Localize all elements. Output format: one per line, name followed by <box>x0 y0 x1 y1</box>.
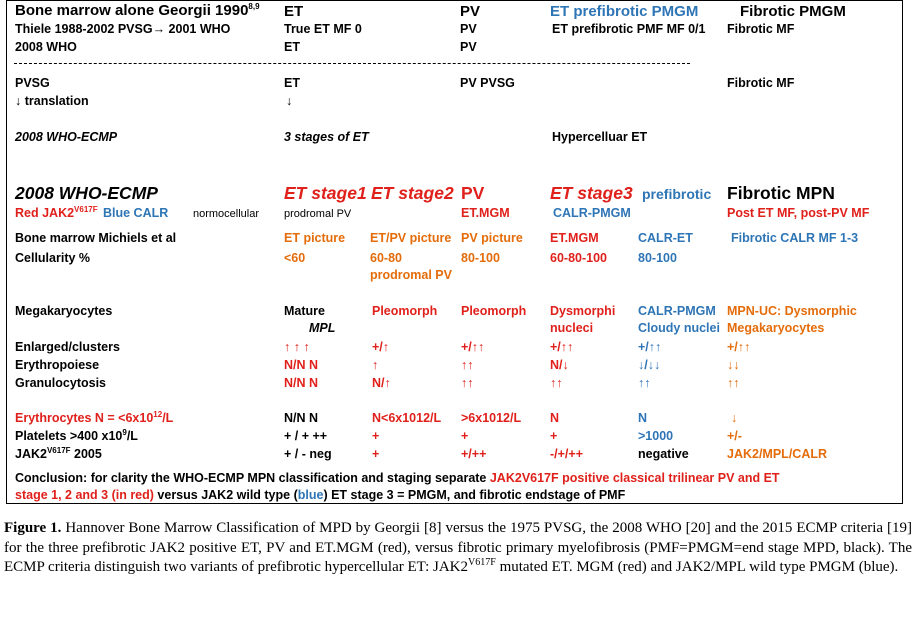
pvsg-pv: PV PVSG <box>460 76 515 90</box>
enlarged-pv: +/↑↑ <box>461 340 485 354</box>
granulo-label: Granulocytosis <box>15 376 106 390</box>
caption-text-1: Hannover Bone Marrow Classification of MPD by Georgii [8] versus the 1975 PVSG, the 2008 WHO [20] and the 2015 ECMP criteria [19] for the three prefibrotic JAK2 positive ET, PV and ET.MGM (red), versus fibrotic primary myelofibrosis (PMF=PMGM=end stage MPD, black). The ECMP criteria distinguish two variants of prefibrotic hypercellular ET: JAK2 <box>4 520 912 575</box>
ecmp-hypercellular: Hypercelluar ET <box>552 130 648 144</box>
conclusion-c: stage 1, 2 and 3 (in red) <box>15 488 154 502</box>
platelets-prefibrotic: >1000 <box>638 429 674 443</box>
translation-label: ↓ translation <box>15 94 89 108</box>
mega-mature: Mature <box>284 304 325 318</box>
conclusion-b: JAK2V617F positive classical trilinear PV and ET <box>489 471 780 485</box>
mega-cloudy: Cloudy nuclei <box>638 321 720 335</box>
thiele-pv: PV <box>460 22 477 36</box>
jak2-text: JAK2 <box>15 447 47 461</box>
mega-nucleci: nucleci <box>550 321 594 335</box>
who2008-pv: PV <box>460 40 477 54</box>
conclusion-line1 <box>15 471 780 486</box>
col-et-stage1: ET stage1 <box>284 183 367 203</box>
translation-arrow: ↓ <box>286 94 293 108</box>
michiels-calr-et: CALR-ET <box>638 231 693 245</box>
conclusion-d: versus JAK2 wild type ( <box>153 488 298 502</box>
granulo-et2: N/↑ <box>372 376 391 390</box>
cellularity-prodromal: prodromal PV <box>370 268 452 282</box>
jak2-label <box>15 447 102 462</box>
mega-mpn-uc: MPN-UC: Dysmorphic <box>727 304 857 318</box>
michiels-pv: PV picture <box>461 231 523 245</box>
legend-blue-calr: Blue CALR <box>103 206 169 220</box>
jak2-pv: +/++ <box>461 447 487 461</box>
thiele-fibrotic: Fibrotic MF <box>727 22 795 36</box>
caption-text-2: mutated ET. MGM (red) and JAK2/MPL wild type PMGM (blue). <box>495 559 899 575</box>
erythrocytes-prefibrotic: N <box>638 411 648 425</box>
jak2-et1: + / - neg <box>284 447 332 461</box>
erythro-et1: N/N N <box>284 358 319 372</box>
pvsg-label: PVSG <box>15 76 50 90</box>
cellularity-label: Cellularity % <box>15 251 91 265</box>
jak2-year: 2005 <box>70 447 102 461</box>
mega-mpl: MPL <box>309 321 336 335</box>
who2008-et: ET <box>284 40 300 54</box>
platelets-et1: + / + ++ <box>284 429 328 443</box>
header-georgii-text: Bone marrow alone Georgii 1990 <box>15 2 249 19</box>
jak2-prefibrotic: negative <box>638 447 689 461</box>
mega-megakaryocytes: Megakaryocytes <box>727 321 825 335</box>
who2008-label: 2008 WHO <box>15 40 77 54</box>
cellularity-et2: 60-80 <box>370 251 402 265</box>
jak2-et2: + <box>372 447 380 461</box>
prodromal-pv-label: prodromal PV <box>284 208 352 220</box>
col-pv: PV <box>461 183 485 203</box>
pvsg-fibrotic: Fibrotic MF <box>727 76 795 90</box>
col-et-stage3: ET stage3 <box>550 183 633 203</box>
erythro-fibrotic: ↓↓ <box>727 358 740 372</box>
platelets-pv: + <box>461 429 469 443</box>
erythrocytes-pv: >6x1012/L <box>461 411 522 425</box>
jak2-fibrotic: JAK2/MPL/CALR <box>727 447 828 461</box>
thiele-prefibrotic: ET prefibrotic PMF MF 0/1 <box>552 22 706 36</box>
legend-red-text: Red JAK2 <box>15 206 75 220</box>
erythrocytes-et1: N/N N <box>284 411 319 425</box>
header-et: ET <box>284 3 304 20</box>
enlarged-et3: +/↑↑ <box>550 340 574 354</box>
col-fibrotic-mpn: Fibrotic MPN <box>727 183 835 203</box>
mega-pleomorph-a: Pleomorph <box>372 304 438 318</box>
conclusion-line2 <box>15 488 625 503</box>
post-mf-label: Post ET MF, post-PV MF <box>727 206 870 220</box>
header-prefibrotic-pmgm: ET prefibrotic PMGM <box>550 3 699 20</box>
legend-red-sup: V617F <box>74 204 98 214</box>
erythro-et3: N/↓ <box>550 358 569 372</box>
enlarged-fibrotic: +/↑↑ <box>727 340 751 354</box>
platelets-unit: /L <box>126 429 138 443</box>
normocellular-label: normocellular <box>193 208 260 220</box>
erythrocytes-sup: 12 <box>153 409 163 419</box>
calr-pmgm-label: CALR-PMGM <box>553 206 631 220</box>
caption-sup: V617F <box>468 557 496 568</box>
jak2-sup: V617F <box>46 445 71 455</box>
ecmp-label-b: 2008 WHO-ECMP <box>15 183 158 203</box>
michiels-etpv: ET/PV picture <box>370 231 452 245</box>
jak2-et3: -/+/++ <box>550 447 584 461</box>
michiels-et: ET picture <box>284 231 346 245</box>
granulo-pv: ↑↑ <box>461 376 474 390</box>
header-fibrotic-pmgm: Fibrotic PMGM <box>740 3 846 20</box>
platelets-et2: + <box>372 429 380 443</box>
platelets-fibrotic: +/- <box>727 429 742 443</box>
granulo-et1: N/N N <box>284 376 319 390</box>
mega-label: Megakaryocytes <box>15 304 113 318</box>
mega-calr-pmgm: CALR-PMGM <box>638 304 716 318</box>
erythrocytes-text: Erythrocytes N = <6x10 <box>15 411 154 425</box>
enlarged-prefibrotic: +/↑↑ <box>638 340 662 354</box>
ecmp-three-stages: 3 stages of ET <box>284 130 369 144</box>
thiele-label: Thiele 1988-2002 PVSG→ 2001 WHO <box>15 22 231 36</box>
granulo-et3: ↑↑ <box>550 376 563 390</box>
legend-red-jak2 <box>15 206 98 221</box>
dashed-divider <box>14 63 690 64</box>
erythro-pv: ↑↑ <box>461 358 474 372</box>
erythrocytes-et3: N <box>550 411 560 425</box>
mega-dysmorphi: Dysmorphi <box>550 304 616 318</box>
granulo-prefibrotic: ↑↑ <box>638 376 651 390</box>
figure-caption <box>4 519 912 578</box>
cellularity-prefibrotic: 80-100 <box>638 251 677 265</box>
erythro-et2: ↑ <box>372 358 379 372</box>
header-georgii <box>15 2 260 20</box>
thiele-et: True ET MF 0 <box>284 22 362 36</box>
header-georgii-sup: 8,9 <box>248 2 260 11</box>
platelets-label <box>15 429 138 444</box>
erythrocytes-et2: N<6x1012/L <box>372 411 442 425</box>
ecmp-label-a: 2008 WHO-ECMP <box>15 130 118 144</box>
granulo-fibrotic: ↑↑ <box>727 376 740 390</box>
conclusion-f: ) ET stage 3 = PMGM, and fibrotic endstage of PMF <box>323 488 626 502</box>
platelets-sup: 9 <box>122 427 127 437</box>
etmgm-label: ET.MGM <box>461 206 510 220</box>
erythrocytes-unit: /L <box>162 411 174 425</box>
enlarged-et1: ↑ ↑ ↑ <box>284 340 310 354</box>
michiels-label: Bone marrow Michiels et al <box>15 231 177 245</box>
enlarged-et2: +/↑ <box>372 340 390 354</box>
mega-pleomorph-b: Pleomorph <box>461 304 527 318</box>
col-prefibrotic: prefibrotic <box>642 186 712 202</box>
conclusion-a: Conclusion: for clarity the WHO-ECMP MPN classification and staging separate <box>15 471 490 485</box>
platelets-text: Platelets >400 x10 <box>15 429 123 443</box>
michiels-fibrotic: Fibrotic CALR MF 1-3 <box>731 231 859 245</box>
conclusion-e: blue <box>297 488 324 502</box>
header-pv: PV <box>460 3 481 20</box>
col-et-stage2: ET stage2 <box>371 183 454 203</box>
erythrocytes-label <box>15 411 173 426</box>
platelets-et3: + <box>550 429 558 443</box>
erythro-prefibrotic: ↓/↓↓ <box>638 358 661 372</box>
caption-label: Figure 1. <box>4 520 62 536</box>
erythro-label: Erythropoiese <box>15 358 100 372</box>
cellularity-et3: 60-80-100 <box>550 251 607 265</box>
cellularity-et1: <60 <box>284 251 306 265</box>
erythrocytes-fibrotic: ↓ <box>731 411 738 425</box>
michiels-etmgm: ET.MGM <box>550 231 599 245</box>
cellularity-pv: 80-100 <box>461 251 500 265</box>
enlarged-label: Enlarged/clusters <box>15 340 120 354</box>
pvsg-et: ET <box>284 76 300 90</box>
